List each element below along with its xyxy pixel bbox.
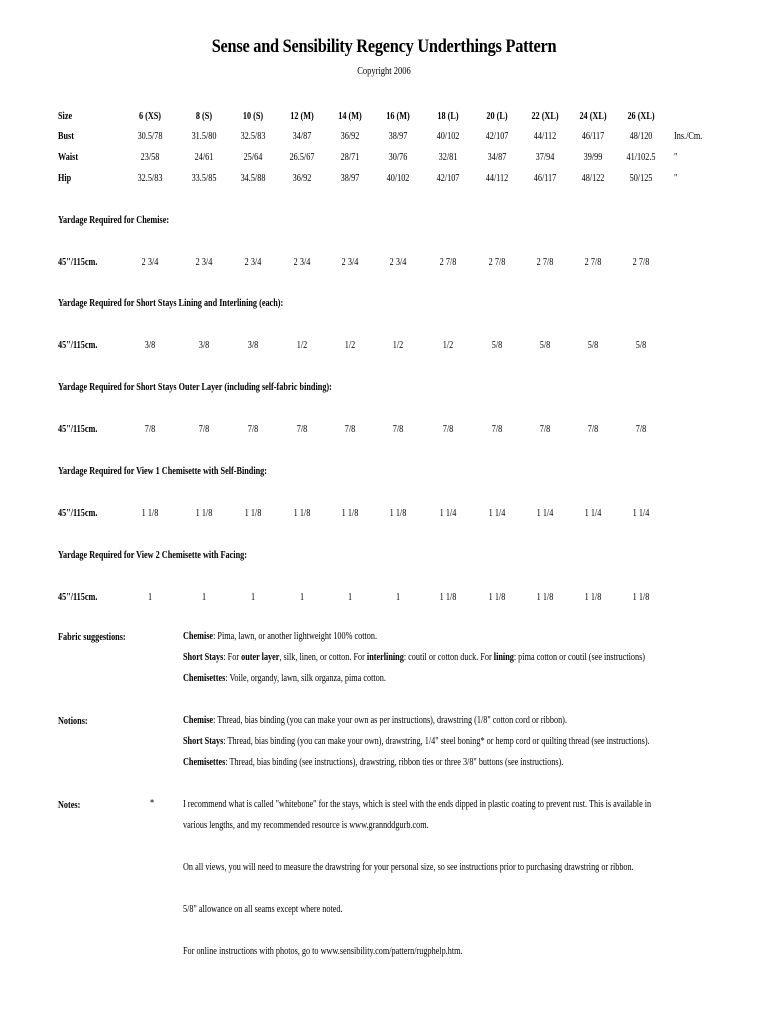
measurement-row-label: Bust bbox=[58, 131, 74, 142]
yardage-heading: Yardage Required for Short Stays Outer Layer (including self-fabric binding): bbox=[58, 382, 332, 393]
yardage-cell: 2 7/8 bbox=[632, 257, 650, 268]
measurement-cell: 38/97 bbox=[340, 173, 360, 184]
yardage-cell: 1 1/8 bbox=[195, 508, 213, 519]
measurement-row-label: Hip bbox=[58, 173, 72, 184]
yardage-cell: 1 1/8 bbox=[389, 508, 407, 519]
yardage-cell: 1/2 bbox=[392, 340, 404, 351]
measurement-cell: 33.5/85 bbox=[191, 173, 217, 184]
yardage-cell: 3/8 bbox=[247, 340, 259, 351]
size-column-header: 6 (XS) bbox=[138, 111, 162, 122]
measurement-cell: 44/112 bbox=[485, 173, 509, 184]
yardage-cell: 1 1/8 bbox=[439, 592, 457, 603]
measurement-unit: Ins./Cm. bbox=[674, 131, 703, 142]
measurement-cell: 46/117 bbox=[581, 131, 605, 142]
yardage-cell: 2 3/4 bbox=[389, 257, 407, 268]
yardage-cell: 1 1/8 bbox=[141, 508, 159, 519]
fabric-chemisettes-line: Chemisettes: Voile, organdy, lawn, silk organza, pima cotton. bbox=[183, 673, 386, 684]
yardage-cell: 1 bbox=[299, 592, 305, 603]
note-online-instructions: For online instructions with photos, go to www.sensibility.com/pattern/rugphelp.htm. bbox=[183, 946, 463, 957]
measurement-cell: 34/87 bbox=[487, 152, 507, 163]
measurement-cell: 26.5/67 bbox=[289, 152, 315, 163]
yardage-cell: 7/8 bbox=[344, 424, 356, 435]
measurement-cell: 25/64 bbox=[243, 152, 263, 163]
yardage-cell: 2 7/8 bbox=[439, 257, 457, 268]
yardage-cell: 2 3/4 bbox=[141, 257, 159, 268]
yardage-cell: 7/8 bbox=[587, 424, 599, 435]
measurement-cell: 32.5/83 bbox=[137, 173, 163, 184]
yardage-fabric-width: 45"/115cm. bbox=[58, 508, 98, 519]
size-column-header: 16 (M) bbox=[386, 111, 410, 122]
yardage-cell: 7/8 bbox=[442, 424, 454, 435]
yardage-cell: 5/8 bbox=[587, 340, 599, 351]
size-column-header: 26 (XL) bbox=[627, 111, 655, 122]
yardage-cell: 1 bbox=[395, 592, 401, 603]
yardage-cell: 1 1/4 bbox=[488, 508, 506, 519]
measurement-cell: 36/92 bbox=[292, 173, 312, 184]
yardage-heading: Yardage Required for View 2 Chemisette with Facing: bbox=[58, 550, 247, 561]
fabric-suggestions-label: Fabric suggestions: bbox=[58, 632, 126, 643]
size-column-header: 10 (S) bbox=[242, 111, 264, 122]
note-seam-allowance: 5/8" allowance on all seams except where noted. bbox=[183, 904, 343, 915]
yardage-cell: 1 1/4 bbox=[632, 508, 650, 519]
measurement-cell: 36/92 bbox=[340, 131, 360, 142]
measurement-cell: 24/61 bbox=[194, 152, 214, 163]
measurement-cell: 40/102 bbox=[436, 131, 460, 142]
yardage-cell: 7/8 bbox=[392, 424, 404, 435]
notes-asterisk: * bbox=[150, 798, 155, 809]
yardage-cell: 1 1/8 bbox=[536, 592, 554, 603]
size-header-label: Size bbox=[58, 111, 73, 122]
page-title: Sense and Sensibility Regency Underthings Pattern bbox=[211, 36, 557, 57]
size-column-header: 20 (L) bbox=[486, 111, 508, 122]
yardage-cell: 7/8 bbox=[144, 424, 156, 435]
measurement-cell: 23/58 bbox=[140, 152, 160, 163]
yardage-cell: 2 7/8 bbox=[488, 257, 506, 268]
yardage-cell: 2 3/4 bbox=[341, 257, 359, 268]
notions-chemise-line: Chemise: Thread, bias binding (you can make your own as per instructions), drawstring (1/8" cotton cord or ribbon). bbox=[183, 715, 567, 726]
measurement-cell: 48/120 bbox=[629, 131, 653, 142]
measurement-cell: 30.5/78 bbox=[137, 131, 163, 142]
measurement-cell: 46/117 bbox=[533, 173, 557, 184]
notes-text bbox=[183, 794, 652, 836]
yardage-cell: 7/8 bbox=[635, 424, 647, 435]
measurement-cell: 31.5/80 bbox=[191, 131, 217, 142]
measurement-cell: 42/107 bbox=[436, 173, 460, 184]
measurement-cell: 30/76 bbox=[388, 152, 408, 163]
yardage-cell: 7/8 bbox=[539, 424, 551, 435]
yardage-cell: 1/2 bbox=[442, 340, 454, 351]
yardage-fabric-width: 45"/115cm. bbox=[58, 257, 98, 268]
measurement-cell: 48/122 bbox=[581, 173, 605, 184]
measurement-cell: 37/94 bbox=[535, 152, 555, 163]
yardage-cell: 2 3/4 bbox=[293, 257, 311, 268]
note-whitebone-line2: various lengths, and my recommended resource is www.grannddgurb.com. bbox=[183, 820, 429, 831]
yardage-cell: 2 7/8 bbox=[536, 257, 554, 268]
yardage-cell: 7/8 bbox=[491, 424, 503, 435]
fabric-stays-line: Short Stays: For outer layer, silk, linen, or cotton. For interlining: coutil or cotton duck. For lining: pima cotton or coutil (see instructions) bbox=[183, 652, 646, 663]
yardage-cell: 1 bbox=[201, 592, 207, 603]
yardage-cell: 1/2 bbox=[296, 340, 308, 351]
yardage-fabric-width: 45"/115cm. bbox=[58, 340, 98, 351]
yardage-cell: 5/8 bbox=[539, 340, 551, 351]
yardage-cell: 5/8 bbox=[491, 340, 503, 351]
yardage-cell: 2 7/8 bbox=[584, 257, 602, 268]
notes-label: Notes: bbox=[58, 800, 81, 811]
measurement-row-label: Waist bbox=[58, 152, 79, 163]
size-column-header: 22 (XL) bbox=[531, 111, 559, 122]
measurement-unit: " bbox=[674, 152, 678, 163]
note-drawstring: On all views, you will need to measure the drawstring for your personal size, so see instructions prior to purchasing drawstring or ribbon. bbox=[183, 862, 634, 873]
notions-stays-line: Short Stays: Thread, bias binding (you can make your own), drawstring, 1/4" steel boning* or hemp cord or quilting thread (see instructions). bbox=[183, 736, 650, 747]
yardage-fabric-width: 45"/115cm. bbox=[58, 592, 98, 603]
measurement-cell: 42/107 bbox=[485, 131, 509, 142]
notions-label: Notions: bbox=[58, 716, 88, 727]
measurement-cell: 32/81 bbox=[438, 152, 458, 163]
measurement-cell: 50/125 bbox=[629, 173, 653, 184]
measurement-cell: 38/97 bbox=[388, 131, 408, 142]
yardage-cell: 1 1/4 bbox=[439, 508, 457, 519]
yardage-cell: 3/8 bbox=[144, 340, 156, 351]
yardage-cell: 1 1/8 bbox=[244, 508, 262, 519]
notions-text bbox=[183, 710, 650, 773]
yardage-cell: 7/8 bbox=[198, 424, 210, 435]
yardage-cell: 1 1/8 bbox=[341, 508, 359, 519]
yardage-cell: 1 1/8 bbox=[632, 592, 650, 603]
fabric-chemise-line: Chemise: Pima, lawn, or another lightweight 100% cotton. bbox=[183, 631, 378, 642]
yardage-cell: 2 3/4 bbox=[244, 257, 262, 268]
yardage-heading: Yardage Required for Short Stays Lining and Interlining (each): bbox=[58, 298, 284, 309]
measurement-cell: 34.5/88 bbox=[240, 173, 266, 184]
yardage-cell: 1 1/8 bbox=[488, 592, 506, 603]
note-whitebone-line1: I recommend what is called "whitebone" for the stays, which is steel with the ends dipped in plastic coating to prevent rust. This is available in bbox=[183, 799, 652, 810]
yardage-cell: 1 1/4 bbox=[584, 508, 602, 519]
yardage-heading: Yardage Required for View 1 Chemisette with Self-Binding: bbox=[58, 466, 268, 477]
yardage-fabric-width: 45"/115cm. bbox=[58, 424, 98, 435]
yardage-cell: 7/8 bbox=[296, 424, 308, 435]
copyright-line: Copyright 2006 bbox=[357, 66, 411, 77]
size-column-header: 12 (M) bbox=[290, 111, 314, 122]
notions-chemisettes-line: Chemisettes: Thread, bias binding (see instructions), drawstring, ribbon ties or three 3/8" buttons (see instructions). bbox=[183, 757, 564, 768]
measurement-cell: 28/71 bbox=[340, 152, 360, 163]
fabric-suggestions-text bbox=[183, 626, 646, 689]
yardage-cell: 2 3/4 bbox=[195, 257, 213, 268]
measurement-cell: 41/102.5 bbox=[626, 152, 656, 163]
measurement-cell: 39/99 bbox=[583, 152, 603, 163]
size-column-header: 24 (XL) bbox=[579, 111, 607, 122]
measurement-cell: 44/112 bbox=[533, 131, 557, 142]
measurement-cell: 32.5/83 bbox=[240, 131, 266, 142]
yardage-heading: Yardage Required for Chemise: bbox=[58, 215, 170, 226]
yardage-cell: 1 bbox=[250, 592, 256, 603]
yardage-cell: 1 1/4 bbox=[536, 508, 554, 519]
measurement-cell: 34/87 bbox=[292, 131, 312, 142]
size-column-header: 14 (M) bbox=[338, 111, 362, 122]
yardage-cell: 1 bbox=[147, 592, 153, 603]
yardage-cell: 3/8 bbox=[198, 340, 210, 351]
size-column-header: 8 (S) bbox=[195, 111, 213, 122]
yardage-cell: 1/2 bbox=[344, 340, 356, 351]
measurement-cell: 40/102 bbox=[386, 173, 410, 184]
yardage-cell: 7/8 bbox=[247, 424, 259, 435]
yardage-cell: 1 1/8 bbox=[293, 508, 311, 519]
yardage-cell: 1 bbox=[347, 592, 353, 603]
yardage-cell: 5/8 bbox=[635, 340, 647, 351]
size-column-header: 18 (L) bbox=[437, 111, 459, 122]
measurement-unit: " bbox=[674, 173, 678, 184]
yardage-cell: 1 1/8 bbox=[584, 592, 602, 603]
